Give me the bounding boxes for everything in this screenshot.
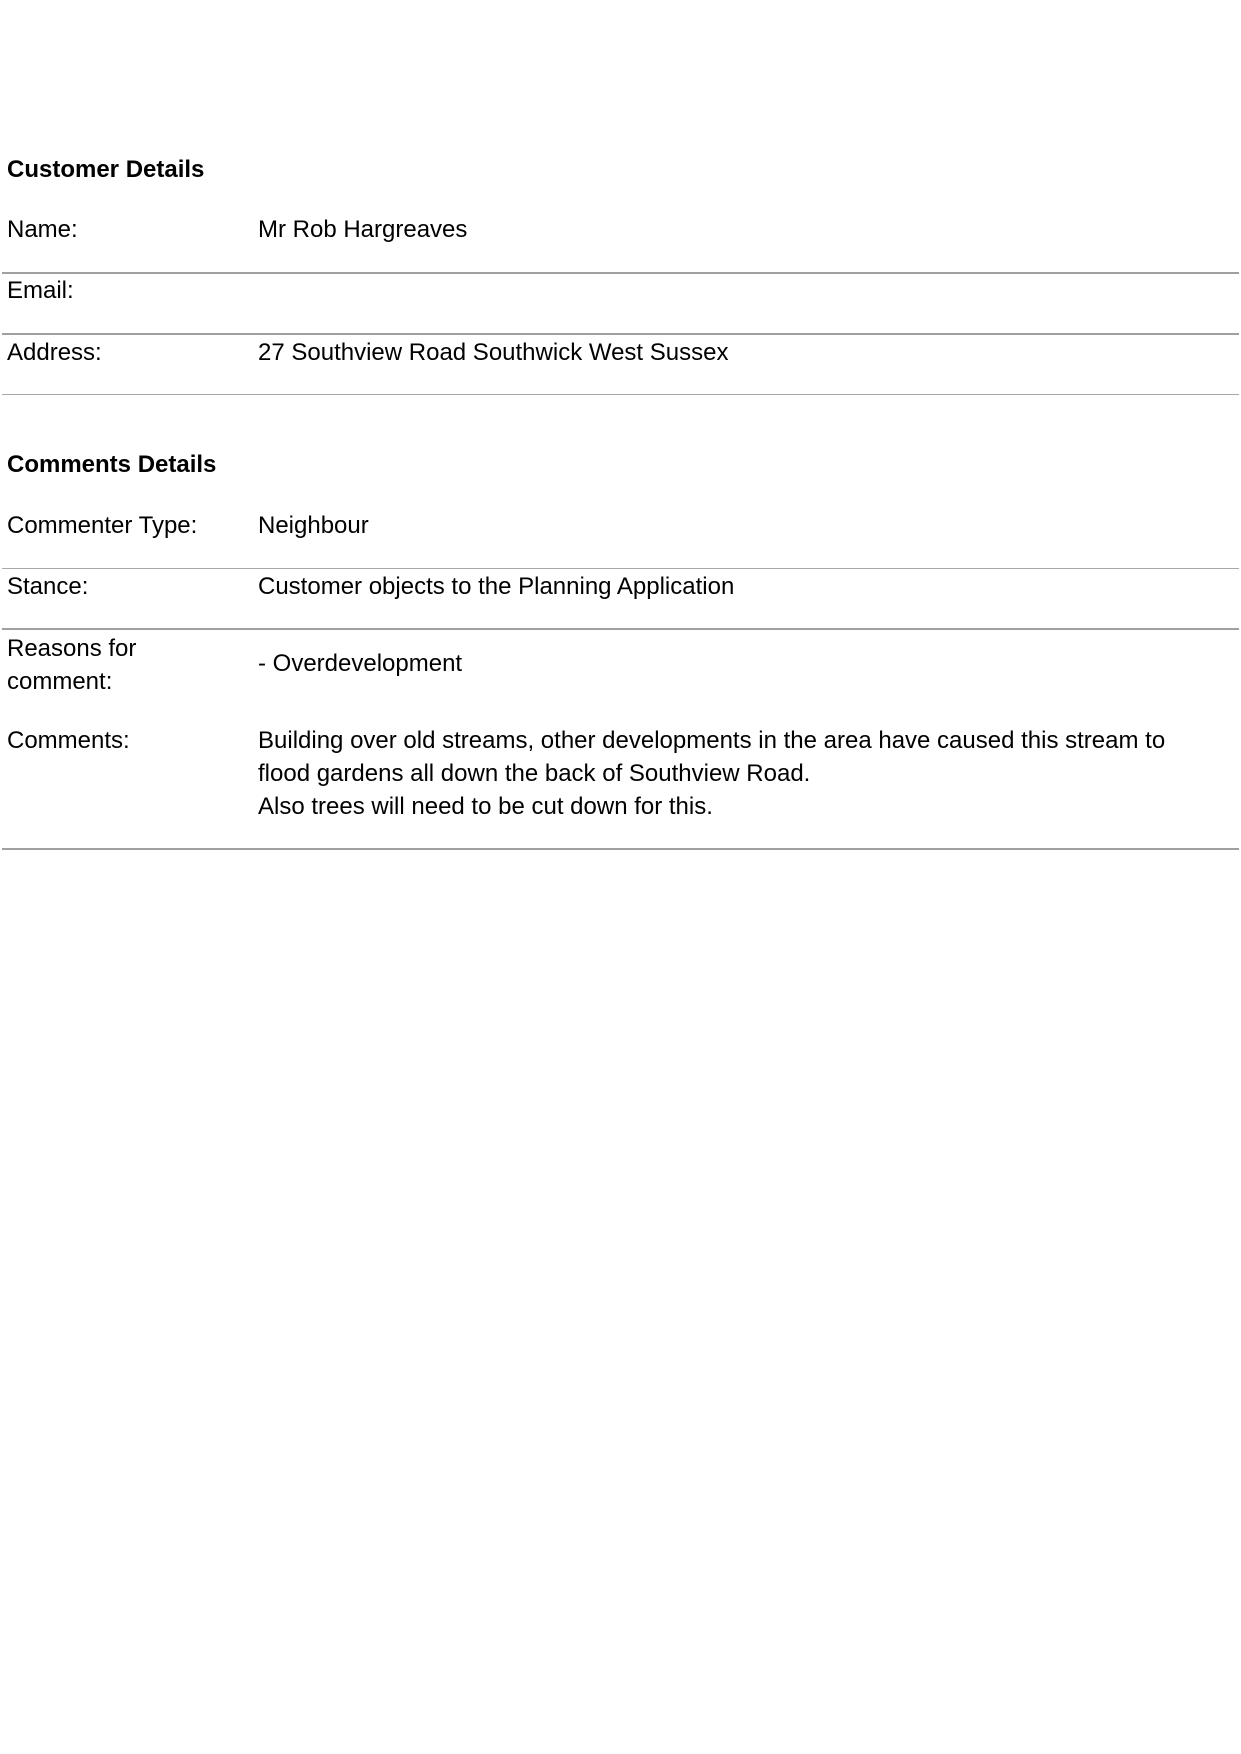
email-label: Email: bbox=[7, 277, 74, 304]
row-divider bbox=[2, 848, 1239, 850]
reasons-label-line: comment: bbox=[7, 668, 113, 695]
row-divider bbox=[2, 568, 1239, 569]
comments-line: flood gardens all down the back of Southview Road. bbox=[258, 760, 811, 787]
comments-line: Building over old streams, other developments in the area have caused this stream to bbox=[258, 727, 1166, 754]
stance-label: Stance: bbox=[7, 573, 89, 600]
customer-details-heading: Customer Details bbox=[7, 156, 205, 183]
name-value: Mr Rob Hargreaves bbox=[258, 216, 468, 243]
commenter-type-value: Neighbour bbox=[258, 512, 369, 539]
comments-value bbox=[258, 724, 1218, 823]
row-divider bbox=[2, 394, 1239, 395]
row-divider bbox=[2, 333, 1239, 335]
reasons-label bbox=[7, 632, 237, 698]
address-value: 27 Southview Road Southwick West Sussex bbox=[258, 339, 729, 366]
commenter-type-label: Commenter Type: bbox=[7, 512, 198, 539]
comments-details-heading: Comments Details bbox=[7, 451, 217, 478]
row-divider bbox=[2, 628, 1239, 630]
stance-value: Customer objects to the Planning Application bbox=[258, 573, 735, 600]
reasons-label-line: Reasons for bbox=[7, 635, 137, 662]
name-label: Name: bbox=[7, 216, 78, 243]
reasons-value: - Overdevelopment bbox=[258, 650, 463, 677]
address-label: Address: bbox=[7, 339, 102, 366]
comments-line: Also trees will need to be cut down for this. bbox=[258, 793, 713, 820]
comments-label: Comments: bbox=[7, 727, 130, 754]
